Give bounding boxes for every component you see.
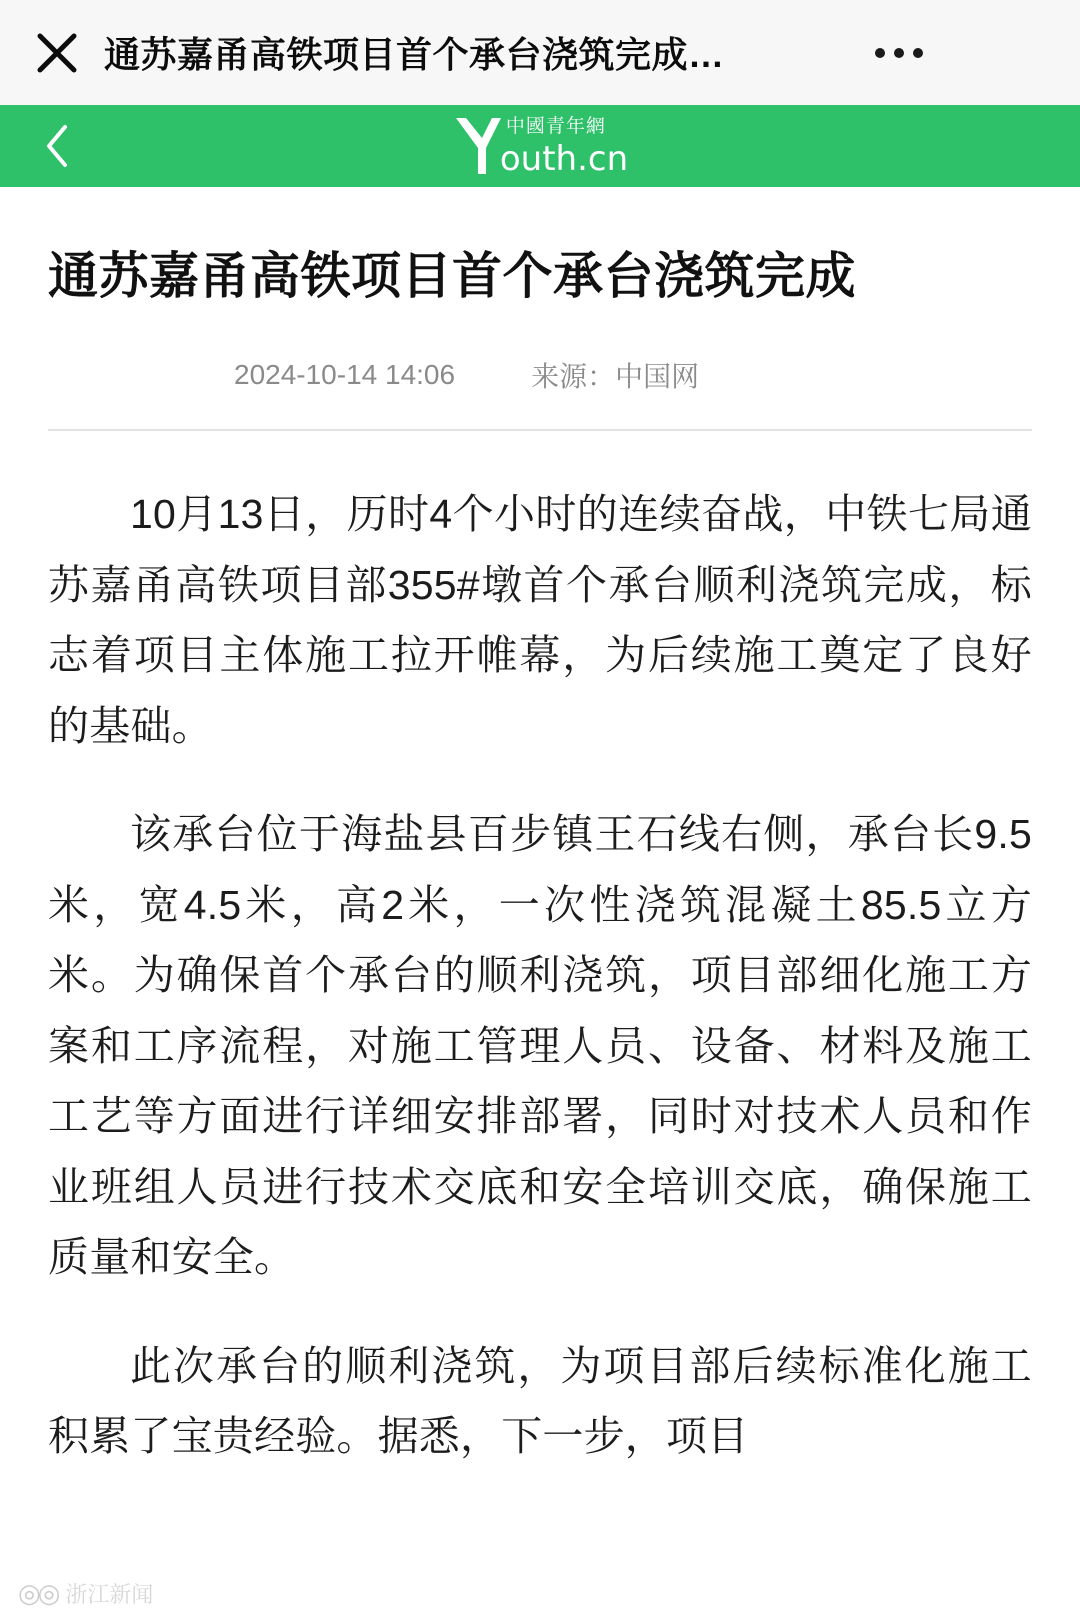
logo-y-icon bbox=[452, 114, 504, 178]
article-paragraph: 10月13日，历时4个小时的连续奋战，中铁七局通苏嘉甬高铁项目部355#墩首个承台顺利浇筑完成，标志着项目主体施工拉开帷幕，为后续施工奠定了良好的基础。 bbox=[48, 491, 1032, 749]
article-body bbox=[48, 431, 1032, 1472]
logo-en-label: outh.cn bbox=[499, 138, 629, 179]
weibo-icon: ◎◎ bbox=[18, 1578, 58, 1609]
more-options-icon[interactable] bbox=[864, 22, 934, 84]
article-meta bbox=[48, 309, 1032, 431]
article-source-label: 来源： bbox=[531, 361, 616, 392]
close-icon[interactable] bbox=[26, 22, 88, 84]
site-logo[interactable] bbox=[452, 114, 628, 178]
watermark-label: 浙江新闻 bbox=[65, 1582, 154, 1607]
wechat-topbar bbox=[0, 0, 1080, 105]
article-paragraph: 该承台位于海盐县百步镇王石线右侧，承台长9.5米，宽4.5米，高2米，一次性浇筑混凝土85.5立方米。为确保首个承台的顺利浇筑，项目部细化施工方案和工序流程，对施工管理人员、设备、材料及施工工艺等方面进行详细安排部署，同时对技术人员和作业班组人员进行技术交底和安全培训交底，确保施工质量和安全。 bbox=[48, 811, 1032, 1281]
page-title: 通苏嘉甬高铁项目首个承台浇筑完成… bbox=[104, 34, 725, 75]
article-paragraph: 此次承台的顺利浇筑，为项目部后续标准化施工积累了宝贵经验。据悉，下一步，项目 bbox=[48, 1342, 1032, 1460]
article-source-name: 中国网 bbox=[615, 361, 700, 392]
site-header bbox=[0, 105, 1080, 187]
logo-text bbox=[500, 114, 628, 178]
article-date: 2024-10-14 14:06 bbox=[234, 359, 456, 390]
article-container bbox=[0, 187, 1080, 1472]
back-chevron-icon[interactable] bbox=[38, 120, 78, 172]
logo-cn-label: 中國青年網 bbox=[505, 114, 606, 137]
article-headline: 通苏嘉甬高铁项目首个承台浇筑完成 bbox=[48, 248, 856, 304]
watermark bbox=[18, 1578, 153, 1609]
